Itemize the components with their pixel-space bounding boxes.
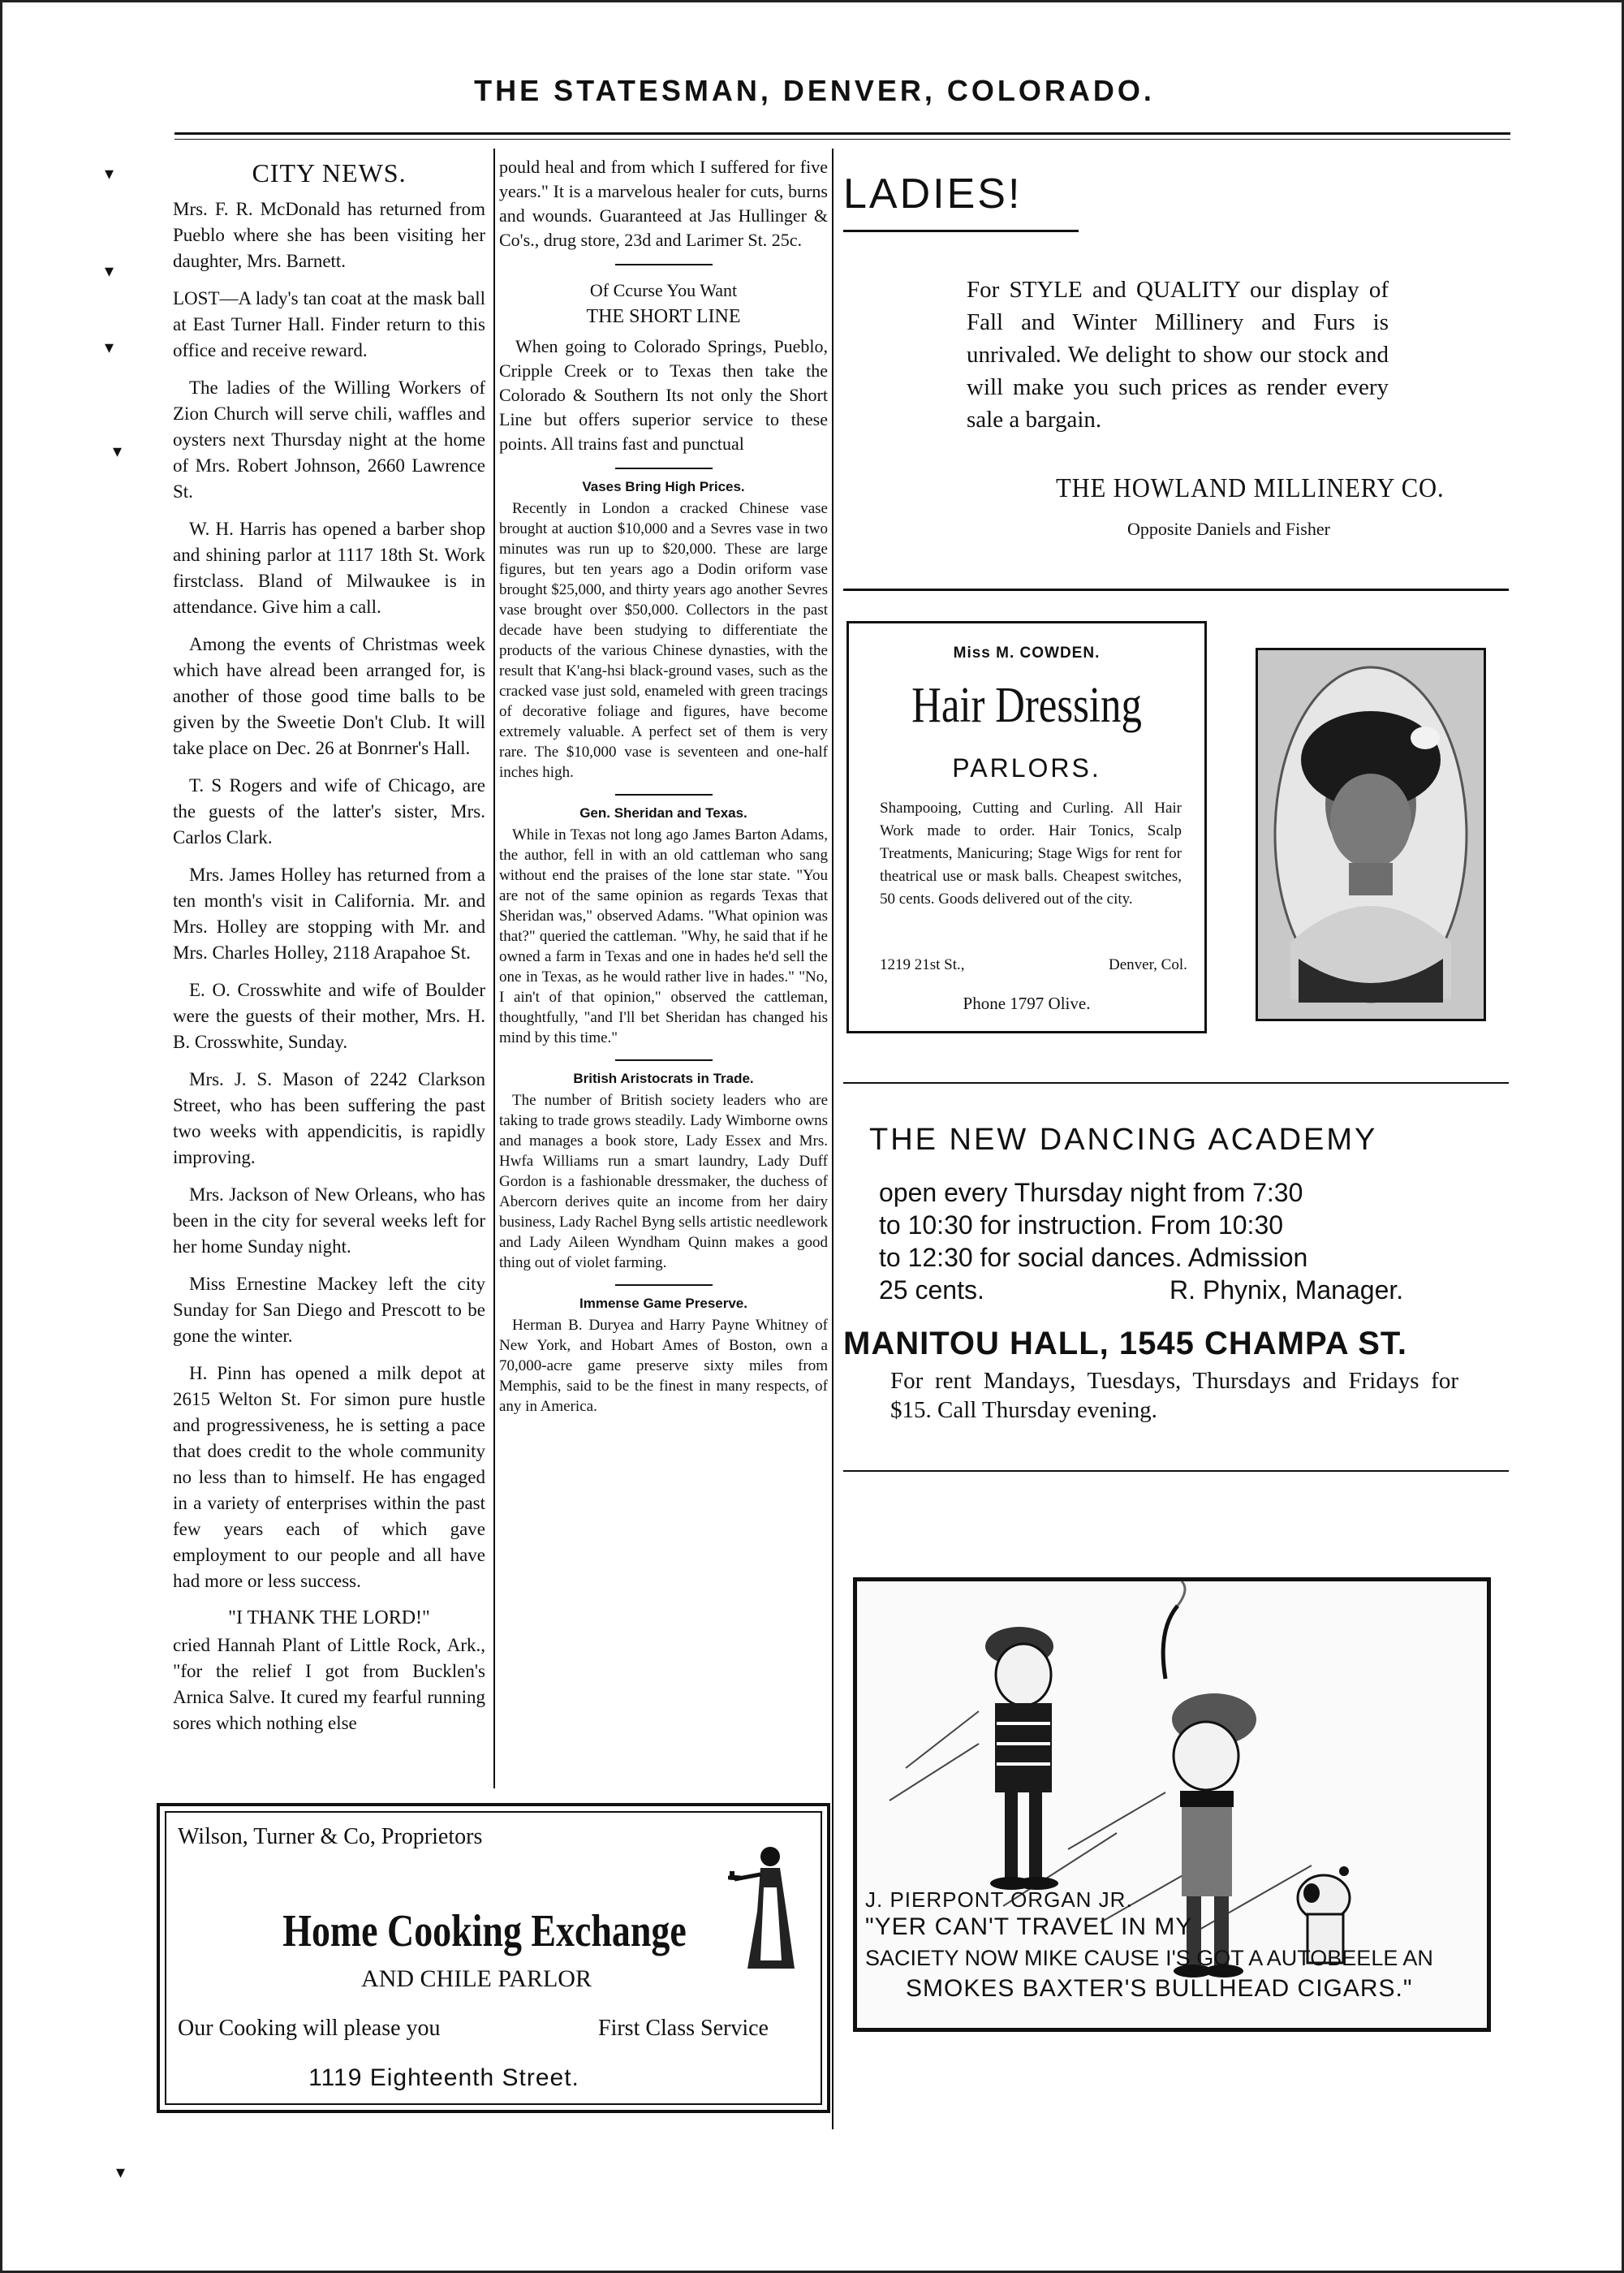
cartoon-caption-line: "YER CAN'T TRAVEL IN MY	[865, 1913, 1193, 1940]
hair-subtitle: PARLORS.	[952, 753, 1101, 783]
home-cooking-address: 1119 Eighteenth Street.	[308, 2064, 579, 2091]
ladies-body: For STYLE and QUALITY our display of Fall and Winter Millinery and Furs is unrivaled. We delight to show our stock and will make you such prices as render every sale a bargain.	[967, 277, 1389, 433]
margin-mark: ▾	[105, 261, 114, 281]
cooking-slogan: Our Cooking will please you	[178, 2016, 441, 2041]
masthead-rule-thin	[174, 139, 1510, 140]
news-item: Miss Ernestine Mackey left the city Sunday for San Diego and Prescott to be gone the winter.	[173, 1274, 485, 1346]
short-line-heading: THE SHORT LINE	[586, 306, 741, 327]
cartoon-caption-slogan: SMOKES BAXTER'S BULLHEAD CIGARS."	[906, 1975, 1413, 2002]
waitress-illustration	[728, 1839, 801, 1977]
city-news-column	[173, 158, 485, 1748]
hair-proprietor: Miss M. COWDEN.	[953, 645, 1101, 662]
margin-mark: ▾	[116, 2162, 126, 2182]
dancing-line: open every Thursday night from 7:30	[879, 1178, 1303, 1207]
middle-column	[499, 155, 828, 1428]
separator	[615, 1284, 713, 1286]
aristocrats-body: The number of British society leaders who are taking to trade grows steadily. Lady Wimborne owns and manages a book store, Lady Essex and Mrs. Hwfa Williams run a smart laundry, Lady Duff Gordon is a fashionable dressmaker, the duchess of Abercorn derives quite an income from her dairy business, Lady Rachel Byng sells artistic needlework and Lady Aileen Wyndham Quinn makes a good thing out of violet farming.	[499, 1092, 828, 1271]
vases-heading: Vases Bring High Prices.	[582, 479, 745, 494]
arnica-continued: pould heal and from which I suffered for five years." It is a marvelous healer for cuts, burns and wounds. Guaranteed at Jas Hullinger & Co's., drug store, 23d and Larimer St. 25c.	[499, 157, 828, 250]
separator	[615, 468, 713, 469]
news-item: LOST—A lady's tan coat at the mask ball at East Turner Hall. Finder return to this office and receive reward.	[173, 288, 485, 360]
dancing-heading: THE NEW DANCING ACADEMY	[869, 1123, 1378, 1157]
thank-text: cried Hannah Plant of Little Rock, Ark., "for the relief I got from Bucklen's Arnica Salve. It cured my fearful running sores which nothing else	[173, 1635, 485, 1733]
margin-mark: ▾	[113, 441, 123, 461]
vases-body: Recently in London a cracked Chinese vase brought at auction $10,000 and a Sevres vase in two minutes was run up to $20,000. These are large figures, but ten years ago a Dodin oriform vase brought $25,000, and thirty years ago another Sevres vase brought over $50,000. Collectors in the past decade have been studying to differentiate the products of the various Chinese dynasties, with the result that K'ang-hsi black-ground vases, such as the cracked vase just sold, enameled with green tracings of decorative foliage and figures, have become extremely valuable. A perfect set of them is very rare. The $10,000 vase is seventeen and one-half inches high.	[499, 500, 828, 781]
news-item: E. O. Crosswhite and wife of Boulder were the guests of their mother, Mrs. H. B. Crosswhite, Sunday.	[173, 980, 485, 1052]
dancing-price: 25 cents.	[879, 1275, 984, 1305]
manitou-body: For rent Mandays, Tuesdays, Thursdays and Fridays for $15. Call Thursday evening.	[890, 1368, 1458, 1423]
hair-city: Denver, Col.	[1109, 956, 1187, 973]
hair-title: Hair Dressing	[911, 678, 1142, 733]
aristocrats-heading: British Aristocrats in Trade.	[573, 1071, 754, 1086]
dancing-manager: R. Phynix, Manager.	[1170, 1275, 1404, 1305]
sheridan-heading: Gen. Sheridan and Texas.	[579, 805, 747, 821]
hair-phone: Phone 1797 Olive.	[963, 994, 1091, 1013]
column-rule	[493, 149, 495, 1788]
cartoon-caption-name: J. PIERPONT ORGAN JR.	[865, 1887, 1133, 1912]
service-slogan: First Class Service	[598, 2016, 769, 2041]
dancing-line: to 10:30 for instruction. From 10:30	[879, 1210, 1284, 1240]
home-cooking-ad	[157, 1803, 830, 2113]
millinery-location: Opposite Daniels and Fisher	[1127, 519, 1330, 539]
hair-body: Shampooing, Cutting and Curling. All Hair Work made to order. Hair Tonics, Scalp Treatments, Manicuring; Stage Wigs for rent for theatrical use or mask balls. Cheapest switches, 50 cents. Goods delivered out of the city.	[880, 800, 1182, 908]
column-rule	[832, 149, 834, 2129]
news-item: Mrs. F. R. McDonald has returned from Pueblo where she has been visiting her daughter, Mrs. Barnett.	[173, 199, 485, 271]
millinery-company: THE HOWLAND MILLINERY CO.	[1056, 473, 1445, 503]
margin-mark: ▾	[105, 337, 114, 357]
margin-mark: ▾	[105, 163, 114, 183]
separator	[615, 794, 713, 796]
short-line-body: When going to Colorado Springs, Pueblo, Cripple Creek or to Texas then take the Colorado & Southern Its not only the Short Line but offers superior service to these points. All trains fast and punctual	[499, 336, 828, 454]
masthead-rule	[174, 132, 1510, 135]
masthead: THE STATESMAN, DENVER, COLORADO.	[474, 74, 1155, 107]
cartoon-caption-line: SACIETY NOW MIKE CAUSE I'S GOT A AUTOBEELE AN	[865, 1946, 1433, 1970]
thank-heading: "I THANK THE LORD!"	[228, 1607, 430, 1628]
news-item: W. H. Harris has opened a barber shop and shining parlor at 1117 18th St. Work firstclass. Bland of Milwaukee is in attendance. Give him a call.	[173, 519, 485, 617]
home-cooking-title: Home Cooking Exchange	[282, 1906, 687, 1956]
news-item: T. S Rogers and wife of Chicago, are the guests of the latter's sister, Mrs. Carlos Clark.	[173, 775, 485, 848]
news-item: Among the events of Christmas week which have alread been arranged for, is another of those good time balls to be given by the Sweetie Don't Club. It will take place on Dec. 26 at Bonrner's Hall.	[173, 634, 485, 758]
section-rule	[843, 1082, 1509, 1084]
news-item: Mrs. J. S. Mason of 2242 Clarkson Street, who has been suffering the past two weeks with appendicitis, is rapidly improving.	[173, 1069, 485, 1167]
news-item: Mrs. James Holley has returned from a ten month's visit in California. Mr. and Mrs. Holley are stopping with Mr. and Mrs. Charles Holley, 2118 Arapahoe St.	[173, 865, 485, 963]
section-rule	[843, 589, 1509, 591]
portrait-photo	[1256, 648, 1486, 1021]
hair-dressing-ad	[846, 621, 1207, 1033]
city-news-heading: CITY NEWS.	[252, 158, 407, 188]
dancing-body	[879, 1176, 1496, 1306]
news-item: Mrs. Jackson of New Orleans, who has been in the city for several weeks left for her home Sunday night.	[173, 1184, 485, 1257]
ladies-heading: LADIES!	[843, 170, 1023, 218]
game-heading: Immense Game Preserve.	[579, 1296, 747, 1311]
home-cooking-subtitle: AND CHILE PARLOR	[361, 1965, 592, 1992]
cigar-cartoon-ad	[853, 1577, 1491, 2032]
section-rule	[843, 1470, 1509, 1472]
dancing-line: to 12:30 for social dances. Admission	[879, 1243, 1308, 1272]
ladies-underline	[843, 230, 1079, 232]
manitou-heading: MANITOU HALL, 1545 CHAMPA ST.	[843, 1326, 1407, 1361]
hair-address: 1219 21st St.,	[880, 956, 965, 973]
news-item: The ladies of the Willing Workers of Zion Church will serve chili, waffles and oysters next Thursday night at the home of Mrs. Robert Johnson, 2660 Lawrence St.	[173, 377, 485, 502]
news-item: H. Pinn has opened a milk depot at 2615 Welton St. For simon pure hustle and progressiveness, he is setting a pace that does credit to the whole community no less than to himself. He has engaged in a variety of enterprises within the past few years each of which gave employment to our people and all have had more or less success.	[173, 1363, 485, 1591]
portrait-illustration	[1258, 650, 1484, 1019]
sheridan-body: While in Texas not long ago James Barton Adams, the author, fell in with an old cattleman who sang without end the praises of the lone star state. "You are not of the same opinion as regards Texas that Sheridan was," observed Adams. "What opinion was that?" queried the cattleman. "Why, he said that if he owned a farm in Texas and one in hades he'd sell the one in Texas, as he would rather live in hades." "No, I ain't of that opinion," observed the cattleman, thoughtfully, "and I'll bet Sheridan has changed his mind by this time."	[499, 826, 828, 1046]
short-line-intro: Of Ccurse You Want	[589, 280, 738, 300]
dancing-price-line	[879, 1274, 1496, 1306]
game-body: Herman B. Duryea and Harry Payne Whitney of New York, and Hobart Ames of Boston, own a 70,000-acre game preserve sixty miles from Memphis, said to be the finest in many respects, of any in America.	[499, 1317, 828, 1415]
ad-inner-border	[165, 1811, 822, 2105]
separator	[615, 1059, 713, 1061]
separator	[615, 264, 713, 265]
proprietors-line: Wilson, Turner & Co, Proprietors	[178, 1824, 483, 1849]
